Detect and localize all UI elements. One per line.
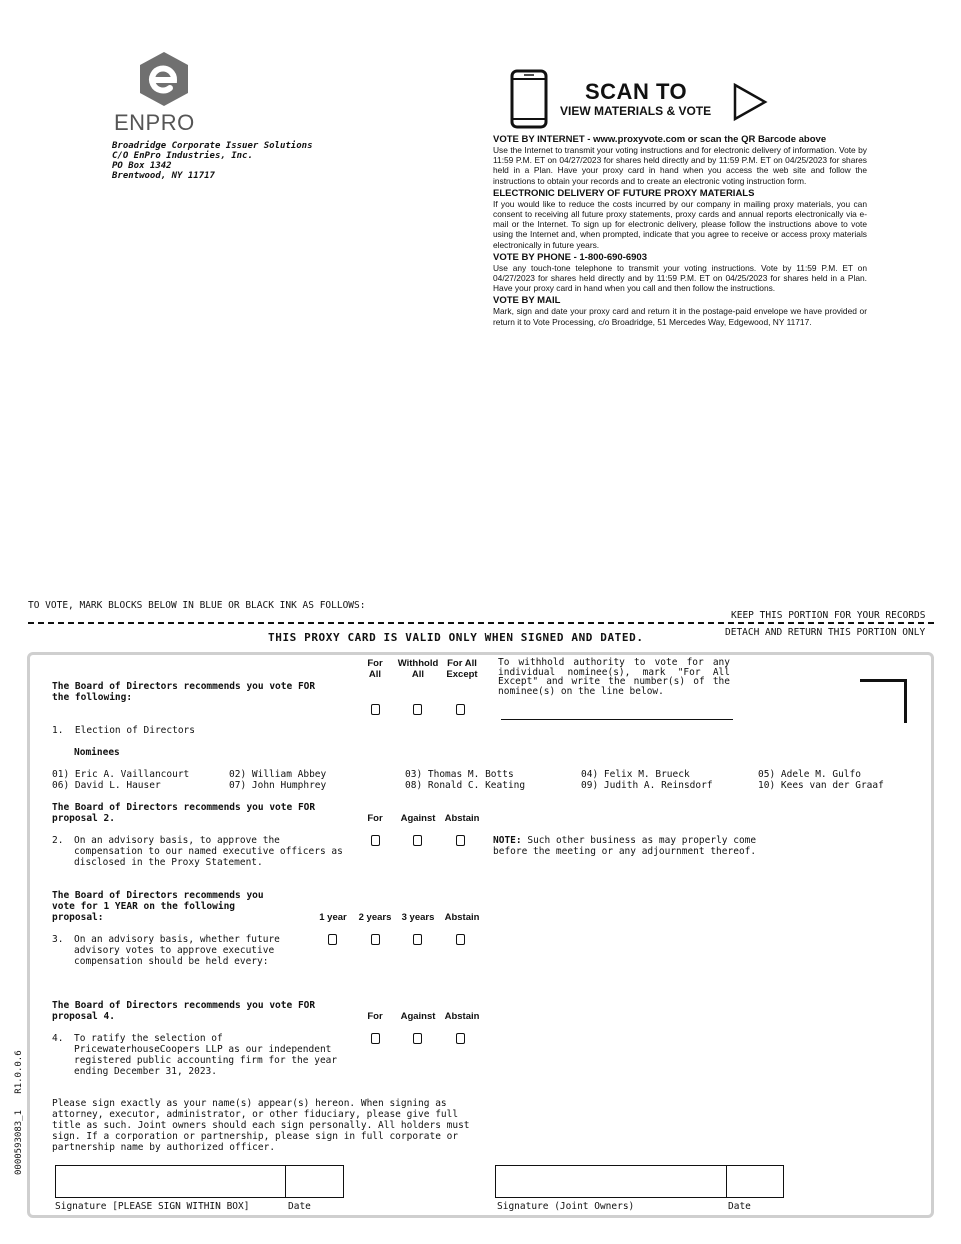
item-1-label: 1. Election of Directors xyxy=(52,725,195,736)
joint-signature-label: Signature (Joint Owners) xyxy=(497,1201,635,1212)
nominee: 08) Ronald C. Keating xyxy=(405,780,526,791)
board-rec-1: The Board of Directors recommends you vote FOR the following: xyxy=(52,681,316,703)
electronic-delivery-body: If you would like to reduce the costs incurred by our company in mailing proxy materials, you can consent to receiving all future proxy statements, proxy cards and annual reports electronically via e-mail or the Internet. To sign up for electronic delivery, please follow the instructions above to vote using the Internet and, when prompted, indicate that you agree to receive or access proxy materials electronically in future years. xyxy=(493,198,867,250)
nominees-label: Nominees xyxy=(74,747,120,758)
voting-methods xyxy=(493,134,867,329)
checkbox-p2-against[interactable] xyxy=(413,835,422,846)
play-arrow-icon xyxy=(732,82,768,122)
address-line: Broadridge Corporate Issuer Solutions xyxy=(112,141,313,151)
note-text: Such other business as may properly come before the meeting or any adjournment thereof. xyxy=(493,835,757,857)
address-line: PO Box 1342 xyxy=(112,161,172,171)
keep-portion-label: KEEP THIS PORTION FOR YOUR RECORDS xyxy=(731,610,926,621)
checkbox-p3-2-years[interactable] xyxy=(371,934,380,945)
scan-title: SCAN TO xyxy=(585,79,688,104)
detach-line xyxy=(28,622,934,624)
vote-phone-heading: VOTE BY PHONE - 1-800-690-6903 xyxy=(493,251,648,263)
col-1-year: 1 year xyxy=(319,912,347,923)
nominee: 05) Adele M. Gulfo xyxy=(758,769,861,780)
board-rec-2: The Board of Directors recommends you vote FOR proposal 2. xyxy=(52,802,316,824)
address-line: C/O EnPro Industries, Inc. xyxy=(112,151,253,161)
enpro-logo xyxy=(112,50,214,135)
checkbox-p3-1-year[interactable] xyxy=(328,934,337,945)
checkbox-for-all-except[interactable] xyxy=(456,704,465,715)
enpro-logo-text: ENPRO xyxy=(114,110,195,135)
col-for-all-except: For All Except xyxy=(446,658,478,680)
board-rec-3: The Board of Directors recommends you vote for 1 YEAR on the following proposal: xyxy=(52,890,264,923)
joint-signature-box[interactable] xyxy=(495,1165,727,1198)
side-code: 0000593083_1 R1.0.0.6 xyxy=(14,1050,24,1175)
checkbox-p3-3-years[interactable] xyxy=(413,934,422,945)
vote-mail-body: Mark, sign and date your proxy card and return it in the postage-paid envelope we have provided or return it to Vote Processing, c/o Broadridge, 51 Mercedes Way, Edgewood, NY 11717. xyxy=(493,306,867,327)
note-label: NOTE: xyxy=(493,835,522,846)
nominee: 07) John Humphrey xyxy=(229,780,327,791)
col-for-all: For All xyxy=(367,658,383,680)
withhold-nominee-line[interactable] xyxy=(501,719,733,720)
signature-box[interactable] xyxy=(55,1165,286,1198)
vote-mail-heading: VOTE BY MAIL xyxy=(493,295,561,307)
item-4-number: 4. xyxy=(52,1033,64,1044)
item-2-text: On an advisory basis, to approve the compensation to our named executive officers as disclosed in the Proxy Statement. xyxy=(74,835,343,868)
checkbox-p3-abstain[interactable] xyxy=(456,934,465,945)
sign-instructions: Please sign exactly as your name(s) appear(s) hereon. When signing as attorney, executor, administrator, or other fiduciary, please give full title as such. Joint owners should each sign personally. All holders must sign. If a corporation or partnership, please sign in full corporate or partnership name by authorized officer. xyxy=(52,1098,470,1153)
col-3-years: 3 years xyxy=(401,912,435,923)
electronic-delivery-heading: ELECTRONIC DELIVERY OF FUTURE PROXY MATERIALS xyxy=(493,187,755,199)
checkbox-p2-for[interactable] xyxy=(371,835,380,846)
checkbox-p4-abstain[interactable] xyxy=(456,1033,465,1044)
date-label: Date xyxy=(288,1201,311,1212)
item-3-number: 3. xyxy=(52,934,64,945)
vote-internet-body: Use the Internet to transmit your voting instructions and for electronic delivery of information. Vote by 11:59 P.M. ET on 04/27/2023 for shares held directly and by 11:59 P.M. ET on 04/25/2023 for shares held in a Plan. Have your proxy card in hand when you access the web site and follow the instructions to obtain your records and to create an electronic voting instruction form. xyxy=(493,145,867,186)
nominee: 02) William Abbey xyxy=(229,769,327,780)
nominee: 09) Judith A. Reinsdorf xyxy=(581,780,713,791)
phone-icon xyxy=(510,69,548,129)
nominee: 01) Eric A. Vaillancourt xyxy=(52,769,190,780)
col-against-p4: Against xyxy=(400,1011,436,1022)
address-line: Brentwood, NY 11717 xyxy=(112,171,215,181)
nominee: 06) David L. Hauser xyxy=(52,780,161,791)
date-box[interactable] xyxy=(286,1165,344,1198)
joint-date-label: Date xyxy=(728,1201,751,1212)
item-4-text: To ratify the selection of PricewaterhouseCoopers LLP as our independent registered public accounting firm for the year ending December 31, 2023. xyxy=(74,1033,338,1077)
checkbox-p2-abstain[interactable] xyxy=(456,835,465,846)
joint-date-box[interactable] xyxy=(727,1165,784,1198)
vote-internet-heading: VOTE BY INTERNET - www.proxyvote.com or scan the QR Barcode above xyxy=(493,134,827,145)
nominee: 03) Thomas M. Botts xyxy=(405,769,514,780)
col-abstain: Abstain xyxy=(444,813,480,824)
checkbox-withhold-all[interactable] xyxy=(413,704,422,715)
col-withhold-all: Withhold All xyxy=(397,658,439,680)
col-abstain-p4: Abstain xyxy=(444,1011,480,1022)
checkbox-p4-for[interactable] xyxy=(371,1033,380,1044)
item-2-number: 2. xyxy=(52,835,64,846)
valid-notice: THIS PROXY CARD IS VALID ONLY WHEN SIGNED AND DATED. xyxy=(268,631,644,644)
col-for-p4: For xyxy=(367,1011,383,1022)
corner-mark xyxy=(860,679,907,723)
col-abstain-p3: Abstain xyxy=(444,912,480,923)
nominee: 10) Kees van der Graaf xyxy=(758,780,884,791)
col-2-years: 2 years xyxy=(358,912,392,923)
nominee: 04) Felix M. Brueck xyxy=(581,769,690,780)
col-against: Against xyxy=(400,813,436,824)
signature-label: Signature [PLEASE SIGN WITHIN BOX] xyxy=(55,1201,250,1212)
board-rec-4: The Board of Directors recommends you vote FOR proposal 4. xyxy=(52,1000,316,1022)
checkbox-for-all[interactable] xyxy=(371,704,380,715)
checkbox-p4-against[interactable] xyxy=(413,1033,422,1044)
vote-phone-body: Use any touch-tone telephone to transmit your voting instructions. Vote by 11:59 P.M. ET on 04/27/2023 for shares held directly and by 11:59 P.M. ET on 04/25/2023 for shares held in a Plan. Have your proxy card in hand when you call and then follow the instructions. xyxy=(493,262,867,294)
return-address xyxy=(112,141,312,181)
withhold-instruction: To withhold authority to vote for any individual nominee(s), mark "For All Except" and write the number(s) of the nominee(s) on the line below. xyxy=(498,657,730,697)
col-for: For xyxy=(367,813,383,824)
scan-subtitle: VIEW MATERIALS & VOTE xyxy=(560,104,712,118)
item-3-text: On an advisory basis, whether future advisory votes to approve executive compensation should be held every: xyxy=(74,934,280,967)
note xyxy=(493,835,761,857)
enpro-logo-mark xyxy=(136,50,192,108)
detach-portion-label: DETACH AND RETURN THIS PORTION ONLY xyxy=(725,627,926,638)
ink-instructions: TO VOTE, MARK BLOCKS BELOW IN BLUE OR BLACK INK AS FOLLOWS: xyxy=(28,600,366,611)
